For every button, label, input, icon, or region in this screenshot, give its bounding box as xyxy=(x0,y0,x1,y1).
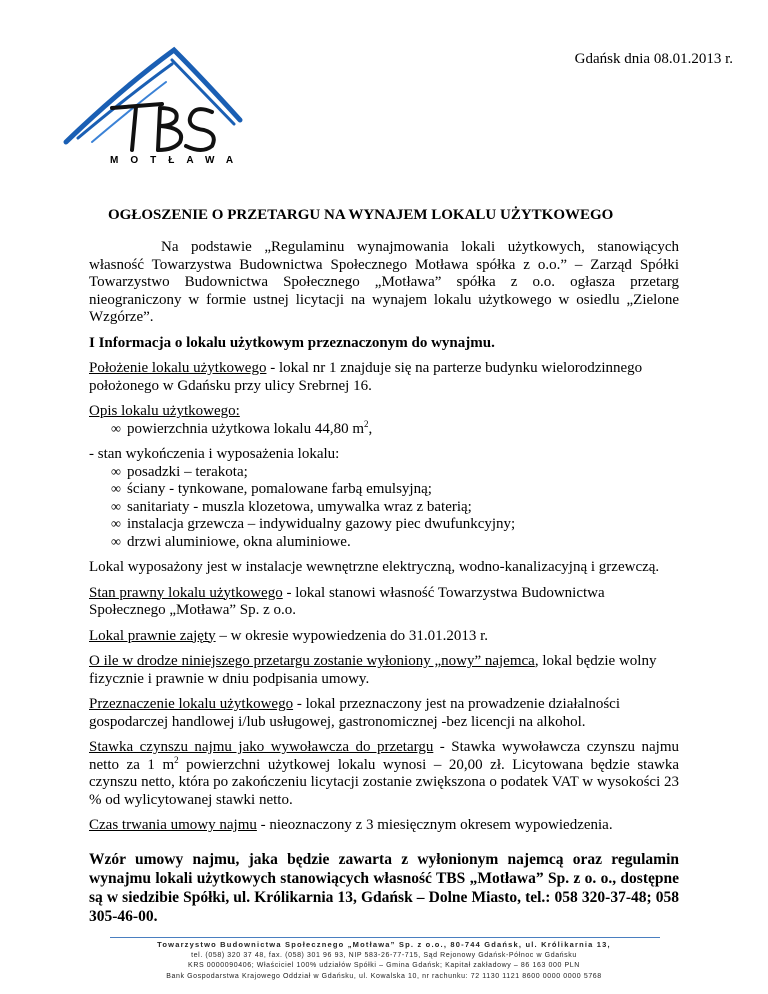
stawka-sup: 2 xyxy=(174,754,179,765)
opis-label: Opis lokalu użytkowego: xyxy=(89,403,240,419)
stan-prawny-text: - lokal stanowi własność Towarzystwa Budownictwa Społecznego „Motława” Sp. z o.o. xyxy=(89,584,605,618)
area-suffix: , xyxy=(368,420,373,437)
stawka-text-2: powierzchni użytkowej lokalu wynosi – 20,00 zł. Licytowana będzie stawka czynszu netto, która po zakończeniu licytacji zostanie zwiększona o podatek VAT w wysokości 23 % od wylicytowanej stawki netto. xyxy=(89,756,679,808)
logo-subtitle: MOTŁAWA xyxy=(110,155,246,166)
czas-paragraph xyxy=(89,817,679,835)
zajety-paragraph xyxy=(89,628,679,646)
list-item: ∞ drzwi aluminiowe, okna aluminiowe. xyxy=(111,534,679,552)
nowy-label: O ile w drodze niniejszego przetargu zostanie wyłoniony „nowy” najemca xyxy=(89,653,535,669)
intro-paragraph: Na podstawie „Regulaminu wynajmowania lokali użytkowych, stanowiących własność Towarzystwa Budownictwa Społecznego Motława spółka z o.o.” – Zarząd Spółki Towarzystwo Budownictwa Społecznego „Motława” spółka z o.o. ogłasza przetarg nieograniczony w formie ustnej licytacji na wynajem lokalu użytkowego w osiedlu „Zielone Wzgórze”. xyxy=(89,239,679,325)
list-item xyxy=(111,418,679,439)
zajety-label: Lokal prawnie zajęty xyxy=(89,627,216,644)
list-item: ∞ ściany - tynkowane, pomalowane farbą emulsyjną; xyxy=(111,481,679,499)
stawka-paragraph xyxy=(89,739,679,809)
czas-label: Czas trwania umowy najmu xyxy=(89,817,257,833)
stawka-text-1: - Stawka wywoławcza czynszu najmu netto za 1 m xyxy=(89,739,679,773)
closing-paragraph: Wzór umowy najmu, jaka będzie zawarta z wyłonionym najemcą oraz regulamin wynajmu lokali użytkowych stanowiących własność TBS „Motława” Sp. z o. o., dostępne są w siedzibie Spółki, ul. Królikarnia 13, Gdańsk – Dolne Miasto, tel.: 058 320-37-48; 058 305-46-00. xyxy=(89,851,679,925)
footer-line-2: tel. (058) 320 37 48, fax. (058) 301 96 93, NIP 583-26-77-715, Sąd Rejonowy Gdańsk-Północ w Gdańsku xyxy=(191,951,577,959)
section-heading: I Informacja o lokalu użytkowym przeznaczonym do wynajmu. xyxy=(89,334,495,351)
area-sup: 2 xyxy=(364,418,369,429)
stawka-label: Stawka czynszu najmu jako wywoławcza do przetargu xyxy=(89,739,434,755)
stan-prawny-label: Stan prawny lokalu użytkowego xyxy=(89,584,283,601)
footer xyxy=(10,940,758,982)
stan-intro: - stan wykończenia i wyposażenia lokalu: xyxy=(89,446,340,462)
polozenie-label: Położenie lokalu użytkowego xyxy=(89,360,267,376)
czas-text: - nieoznaczony z 3 miesięcznym okresem wypowiedzenia. xyxy=(256,817,613,833)
document-body xyxy=(89,239,679,835)
polozenie-paragraph xyxy=(89,360,679,395)
polozenie-text: - lokal nr 1 znajduje się na parterze budynku wielorodzinnego położonego w Gdańsku przy ulicy Srebrnej 16. xyxy=(89,360,643,394)
nowy-paragraph xyxy=(89,653,679,688)
area-text: powierzchnia użytkowa lokalu 44,80 m xyxy=(127,420,365,437)
list-item: ∞ instalacja grzewcza – indywidualny gazowy piec dwufunkcyjny; xyxy=(111,516,679,534)
page-title: OGŁOSZENIE O PRZETARGU NA WYNAJEM LOKALU UŻYTKOWEGO xyxy=(108,207,614,223)
instalacje-paragraph: Lokal wyposażony jest w instalacje wewnętrzne elektryczną, wodno-kanalizacyjną i grzewczą. xyxy=(89,559,660,575)
area-list xyxy=(89,418,679,439)
nowy-text: , lokal będzie wolny fizycznie i prawnie w dniu podpisania umowy. xyxy=(89,653,657,687)
footer-line-4: Bank Gospodarstwa Krajowego Oddział w Gdańsku, ul. Kowalska 10, nr rachunku: 72 1130 1121 8600 0000 0000 5768 xyxy=(166,972,602,980)
przeznaczenie-text: - lokal przeznaczony jest na prowadzenie działalności gospodarczej handlowej i/lub usługowej, gastronomicznej -bez licencji na alkohol. xyxy=(89,696,621,730)
stan-prawny-paragraph xyxy=(89,585,679,620)
stan-list xyxy=(89,464,679,552)
zajety-text: – w okresie wypowiedzenia do 31.01.2013 r. xyxy=(215,627,489,644)
przeznaczenie-paragraph xyxy=(89,696,679,731)
przeznaczenie-label: Przeznaczenie lokalu użytkowego xyxy=(89,696,294,712)
list-item: ∞ sanitariaty - muszla klozetowa, umywalka wraz z baterią; xyxy=(111,499,679,517)
footer-line-3: KRS 0000090406; Właściciel 100% udziałów Spółki – Gmina Gdańsk; Kapitał zakładowy – 86 163 000 PLN xyxy=(188,962,580,969)
footer-divider xyxy=(110,937,660,938)
document-date: Gdańsk dnia 08.01.2013 r. xyxy=(574,51,733,67)
footer-line-1: Towarzystwo Budownictwa Społecznego „Motława” Sp. z o.o., 80-744 Gdańsk, ul. Królikarnia 13, xyxy=(157,940,611,949)
list-item: ∞ posadzki – terakota; xyxy=(111,464,679,482)
